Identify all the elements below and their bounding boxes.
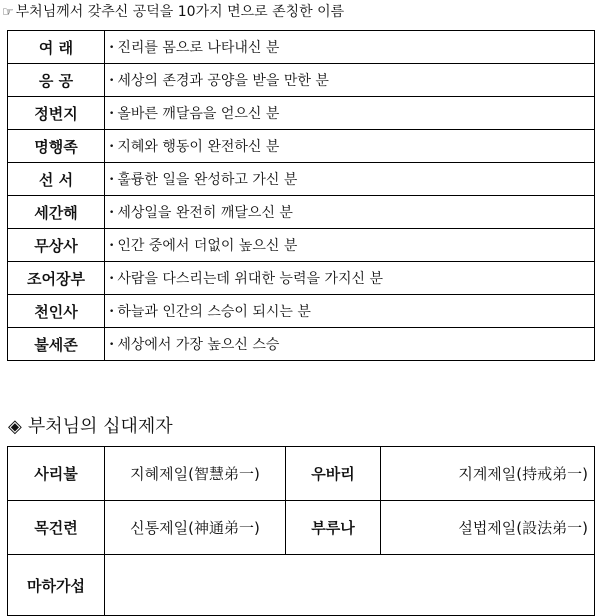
bullet-icon: • <box>109 208 115 218</box>
table-row <box>8 295 595 328</box>
epithet-desc: 지혜와 행동이 완전하신 분 <box>117 139 280 155</box>
section2-caption <box>8 416 173 438</box>
epithet-desc-cell <box>105 163 595 196</box>
table-row <box>8 31 595 64</box>
epithet-desc-cell <box>105 262 595 295</box>
section1-caption <box>2 3 344 22</box>
bullet-icon: • <box>109 175 115 185</box>
epithet-desc-cell <box>105 328 595 361</box>
epithet-desc-cell <box>105 97 595 130</box>
epithet-desc: 인간 중에서 더없이 높으신 분 <box>117 238 298 254</box>
table-row <box>8 163 595 196</box>
epithet-desc: 세상에서 가장 높으신 스승 <box>117 337 280 353</box>
epithet-desc-cell <box>105 229 595 262</box>
epithet-title: 여 래 <box>8 31 105 64</box>
epithet-desc-cell <box>105 31 595 64</box>
bullet-icon: • <box>109 241 115 251</box>
epithet-title: 무상사 <box>8 229 105 262</box>
epithet-desc: 훌륭한 일을 완성하고 가신 분 <box>117 172 298 188</box>
disciples-table <box>7 446 595 616</box>
table-row <box>8 447 595 501</box>
disciple-name: 부루나 <box>286 501 381 555</box>
disciple-role: 신통제일(神通弟一) <box>105 501 286 555</box>
table-row <box>8 328 595 361</box>
disciple-name: 목건련 <box>8 501 105 555</box>
disciple-role: 설법제일(設法弟一) <box>381 501 595 555</box>
table-row <box>8 196 595 229</box>
epithet-title: 선 서 <box>8 163 105 196</box>
pointing-hand-icon: ☞ <box>2 5 14 20</box>
bullet-icon: • <box>109 142 115 152</box>
bullet-icon: • <box>109 307 115 317</box>
table-row <box>8 262 595 295</box>
epithet-desc: 하늘과 인간의 스승이 되시는 분 <box>117 304 311 320</box>
epithets-table <box>7 30 595 361</box>
bullet-icon: • <box>109 43 115 53</box>
epithet-desc: 사람을 다스리는데 위대한 능력을 가지신 분 <box>117 271 383 287</box>
epithet-title: 조어장부 <box>8 262 105 295</box>
diamond-icon: ◈ <box>8 416 22 437</box>
disciple-role: 지계제일(持戒弟一) <box>381 447 595 501</box>
epithet-desc: 세상의 존경과 공양을 받을 만한 분 <box>117 73 329 89</box>
bullet-icon: • <box>109 274 115 284</box>
disciple-name: 사리불 <box>8 447 105 501</box>
table-row <box>8 501 595 555</box>
epithet-title: 천인사 <box>8 295 105 328</box>
disciple-role <box>105 555 595 616</box>
epithet-title: 응 공 <box>8 64 105 97</box>
bullet-icon: • <box>109 76 115 86</box>
table-row <box>8 97 595 130</box>
disciple-name: 마하가섭 <box>8 555 105 616</box>
table-row <box>8 64 595 97</box>
epithet-desc-cell <box>105 196 595 229</box>
disciple-name: 우바리 <box>286 447 381 501</box>
table-row <box>8 555 595 616</box>
epithet-desc-cell <box>105 295 595 328</box>
table-row <box>8 130 595 163</box>
section2-caption-text: 부처님의 십대제자 <box>27 416 173 437</box>
epithet-title: 세간해 <box>8 196 105 229</box>
epithet-desc-cell <box>105 64 595 97</box>
section1-caption-text: 부처님께서 갖추신 공덕을 10가지 면으로 존칭한 이름 <box>15 4 345 20</box>
disciple-role: 지혜제일(智慧弟一) <box>105 447 286 501</box>
bullet-icon: • <box>109 109 115 119</box>
epithet-desc: 올바른 깨달음을 얻으신 분 <box>117 106 280 122</box>
epithet-desc: 세상일을 완전히 깨달으신 분 <box>117 205 293 221</box>
bullet-icon: • <box>109 340 115 350</box>
epithet-title: 불세존 <box>8 328 105 361</box>
epithet-desc-cell <box>105 130 595 163</box>
epithet-title: 정변지 <box>8 97 105 130</box>
table-row <box>8 229 595 262</box>
epithet-desc: 진리를 몸으로 나타내신 분 <box>117 40 280 56</box>
epithet-title: 명행족 <box>8 130 105 163</box>
